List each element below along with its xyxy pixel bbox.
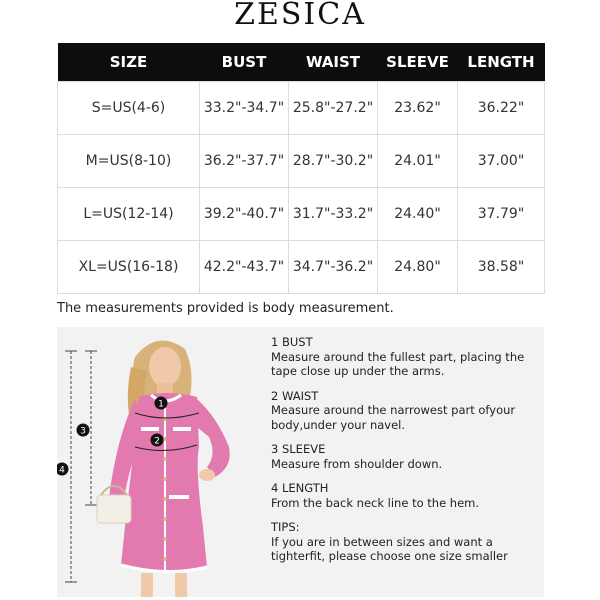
instruction-text: Measure around the fullest part, placing the tape close up under the arms. — [271, 349, 525, 378]
measurement-guide-panel — [57, 327, 544, 597]
instruction-text: Measure around the narrowest part ofyour body,under your navel. — [271, 403, 516, 432]
cell-waist: 31.7"-33.2" — [289, 188, 378, 241]
button-detail — [163, 517, 167, 521]
instruction-text: From the back neck line to the hem. — [271, 495, 480, 510]
face-shape — [149, 347, 181, 387]
header-size: SIZE — [58, 43, 200, 82]
instruction-length — [271, 481, 541, 510]
cell-length: 36.22" — [458, 82, 545, 135]
table-row — [58, 135, 545, 188]
table-row — [58, 82, 545, 135]
cell-length: 38.58" — [458, 241, 545, 294]
button-detail — [163, 497, 167, 501]
svg-text:2: 2 — [154, 436, 160, 447]
right-leg — [175, 573, 187, 597]
instruction-waist — [271, 389, 541, 433]
cell-size: XL=US(16-18) — [58, 241, 200, 294]
right-sleeve — [197, 399, 230, 477]
cell-sleeve: 24.01" — [378, 135, 458, 188]
cell-bust: 39.2"-40.7" — [200, 188, 289, 241]
cell-size: L=US(12-14) — [58, 188, 200, 241]
hip-pocket-right — [169, 495, 189, 499]
marker-waist — [151, 434, 164, 447]
tips-title: TIPS: — [271, 520, 300, 534]
instruction-bust — [271, 335, 541, 379]
tips-block — [271, 520, 541, 564]
button-detail — [163, 537, 167, 541]
svg-text:4: 4 — [59, 465, 65, 476]
instruction-sleeve — [271, 442, 541, 471]
svg-text:3: 3 — [80, 426, 86, 437]
table-header-row — [58, 43, 545, 82]
brand-logo: ZESICA — [234, 0, 366, 32]
header-sleeve: SLEEVE — [378, 43, 458, 82]
header-length: LENGTH — [458, 43, 545, 82]
marker-length — [57, 463, 69, 476]
chest-pocket-right — [173, 427, 191, 431]
cell-length: 37.79" — [458, 188, 545, 241]
size-chart-table — [57, 43, 545, 294]
instruction-title: 4 LENGTH — [271, 481, 329, 495]
marker-bust — [155, 397, 168, 410]
instruction-title: 1 BUST — [271, 335, 313, 349]
tips-text: If you are in between sizes and want a tighterfit, please choose one size smaller — [271, 534, 508, 563]
instruction-title: 3 SLEEVE — [271, 442, 326, 456]
cell-size: M=US(8-10) — [58, 135, 200, 188]
header-waist: WAIST — [289, 43, 378, 82]
marker-sleeve — [77, 424, 90, 437]
cell-bust: 42.2"-43.7" — [200, 241, 289, 294]
cell-waist: 25.8"-27.2" — [289, 82, 378, 135]
table-row — [58, 241, 545, 294]
cell-bust: 36.2"-37.7" — [200, 135, 289, 188]
svg-text:1: 1 — [158, 399, 164, 410]
chest-pocket-left — [141, 427, 159, 431]
button-detail — [163, 477, 167, 481]
cell-size: S=US(4-6) — [58, 82, 200, 135]
cell-waist: 34.7"-36.2" — [289, 241, 378, 294]
button-detail — [163, 457, 167, 461]
measurement-instructions — [271, 335, 541, 574]
instruction-title: 2 WAIST — [271, 388, 319, 403]
cell-sleeve: 24.40" — [378, 188, 458, 241]
cell-sleeve: 24.80" — [378, 241, 458, 294]
left-leg — [141, 573, 153, 597]
header-bust: BUST — [200, 43, 289, 82]
table-row — [58, 188, 545, 241]
model-figure — [57, 327, 262, 597]
instruction-text: Measure from shoulder down. — [271, 456, 443, 471]
right-hand — [199, 469, 215, 481]
button-detail — [163, 557, 167, 561]
cell-waist: 28.7"-30.2" — [289, 135, 378, 188]
cell-length: 37.00" — [458, 135, 545, 188]
cell-bust: 33.2"-34.7" — [200, 82, 289, 135]
cell-sleeve: 23.62" — [378, 82, 458, 135]
measurement-note: The measurements provided is body measurement. — [57, 301, 394, 316]
handbag — [97, 495, 131, 523]
button-detail — [163, 437, 167, 441]
